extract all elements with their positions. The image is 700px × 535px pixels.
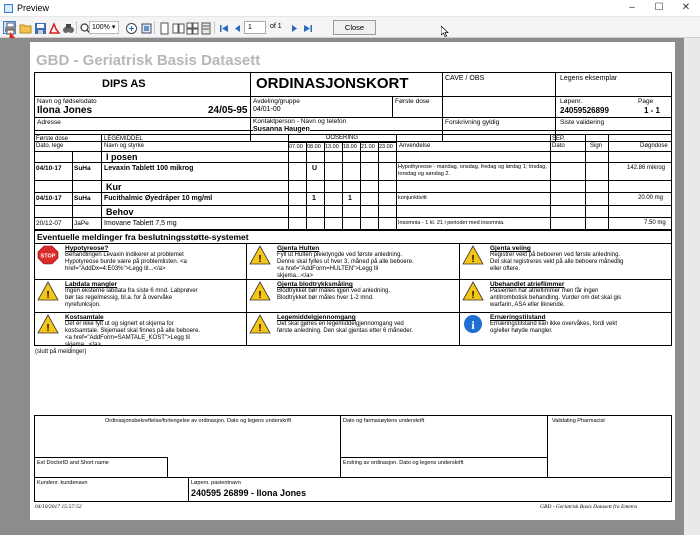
maximize-button[interactable]: ☐	[654, 2, 664, 13]
alert-line: Blodtrykket bør måles hver 1-2 mnd.	[277, 295, 374, 301]
alert-line: bør tas regelmessig, bl.a. for å overvåke	[65, 295, 173, 301]
svg-text:!: !	[258, 290, 262, 301]
minimize-button[interactable]: –	[629, 2, 635, 13]
alert-title: Ernæringstilstand	[490, 314, 546, 321]
col-anvendelse: Anvendelse	[399, 143, 431, 149]
footer-product: GBD - Geriatrisk Basis Datasett fra Emetra	[540, 504, 638, 510]
col-sep-dato: Dato	[552, 143, 565, 149]
row2-dose-1800: 1	[348, 195, 352, 202]
avdeling-label: Avdeling/gruppe	[253, 98, 300, 105]
svg-text:!: !	[258, 323, 262, 334]
alert-title: Ubehandlet atrieflimmer	[490, 281, 565, 288]
preview-viewport[interactable]	[0, 38, 700, 535]
row3-dognd: 7.50 mg	[644, 220, 666, 226]
alert-title: Kostsamtale	[65, 314, 104, 321]
signature-grid	[34, 415, 672, 502]
alert-line: <a href="AddForm=SAMTALE_KOST">Legg til	[65, 335, 190, 341]
toolbar-separator	[76, 21, 77, 34]
alert-line: Registrer vekt på beboeren ved første anledning.	[490, 252, 621, 258]
alert-title: Gjenta Hulten	[277, 245, 320, 252]
window-title: Preview	[17, 3, 50, 13]
warning-icon	[249, 314, 271, 334]
col-forste-dose: Første dose	[36, 136, 69, 142]
svg-text:!: !	[46, 290, 50, 301]
alert-title: Gjenta blodtrykksmåling	[277, 281, 353, 288]
lopenr-label: Løpenr.	[560, 98, 583, 105]
warning-icon	[462, 245, 484, 265]
patient-name: Ilona Jones	[37, 105, 93, 116]
alert-line: Denne skal fylles ut hver 3. måned på alle beboere.	[277, 259, 414, 265]
col-sep: SEP.	[552, 136, 565, 142]
warning-icon	[37, 281, 59, 301]
legens-eksemplar-label: Legens eksemplar	[560, 75, 618, 82]
sig-ext-label: Ext DoctorID and Short name	[37, 460, 109, 466]
page-count: of 1	[270, 23, 282, 30]
svg-text:!: !	[471, 254, 475, 265]
alert-line: nyrefunksjon.	[65, 302, 101, 308]
document-title: ORDINASJONSKORT	[256, 75, 409, 92]
svg-text:STOP: STOP	[40, 253, 56, 260]
footer-timestamp: 04/10/2017 15:57:52	[35, 504, 82, 510]
alert-line: skjema...</a>	[277, 273, 314, 279]
fit-page-icon[interactable]	[139, 21, 152, 34]
org-name: DIPS AS	[102, 78, 146, 90]
adresse-label: Adresse	[37, 119, 61, 126]
warning-icon	[37, 314, 59, 334]
row1-dognd: 142.86 mikrog	[627, 165, 666, 171]
siste-validering-label: Siste validering	[560, 119, 605, 126]
row2-lege: SuHa	[74, 195, 91, 202]
row3-anvendelse: Insomnia - 1 kl. 21 i perioder med insomnia.	[398, 220, 505, 226]
row3-med: Imovane Tablett 7,5 mg	[104, 220, 177, 227]
mouse-cursor-icon	[441, 26, 449, 37]
vertical-scrollbar[interactable]	[684, 38, 700, 535]
col-sign: Sign	[590, 143, 603, 149]
time-0700: 07.00	[289, 144, 303, 150]
page-label: Page	[638, 98, 654, 105]
warning-icon	[249, 281, 271, 301]
row3-date: 20/12-07	[36, 220, 62, 227]
svg-text:i: i	[471, 318, 475, 332]
alert-line: Behandlingen Levaxin indikerer at problemet	[65, 252, 184, 258]
patient-dob: 24/05-95	[208, 105, 248, 116]
alert-title: Gjenta veiing	[490, 245, 531, 252]
end-of-messages: (slutt på meldinger)	[35, 349, 87, 355]
zoom-dropdown[interactable]	[89, 21, 119, 34]
alert-line: eller oftere.	[490, 266, 521, 272]
avdeling-value: 04/01-00	[253, 106, 281, 113]
alert-line: Hypotyreose burde være på problemlisten. <a	[65, 259, 187, 265]
row1-date: 04/10-17	[36, 165, 62, 172]
lopenr-pasient-label: Løpenr. pasientnavn	[191, 480, 241, 486]
row2-date: 04/10-17	[36, 195, 62, 202]
alert-line: Det skal gjøres en legemiddelgjennomgang ved	[277, 321, 404, 327]
navn-label: Navn og fødselsdato	[37, 98, 97, 105]
previous-page-icon[interactable]	[230, 21, 243, 34]
single-page-icon[interactable]	[157, 21, 170, 34]
alert-title: Legemiddelgjennomgang	[277, 314, 356, 321]
cave-obs-label: CAVE / OBS	[445, 75, 485, 82]
toolbar-separator	[214, 21, 215, 34]
alerts-title: Eventuelle meldinger fra beslutningsstøtte-systemet	[37, 232, 249, 242]
alert-line: antitrombotisk behandling. Vurder om det skal gis	[490, 295, 622, 301]
page-value: 1 - 1	[644, 106, 661, 115]
alert-line: <a href="AddForm=HULTEN">Legg til	[277, 266, 379, 272]
alert-line: Det er ikke fylt ut og signert et skjema for	[65, 321, 174, 327]
zoom-in-icon[interactable]	[124, 21, 137, 34]
alert-line: warfarin, ASA eller liknende.	[490, 302, 565, 308]
pdf-export-icon[interactable]	[47, 21, 60, 34]
page-number-input[interactable]: 1	[244, 21, 266, 34]
close-window-button[interactable]: ✕	[681, 2, 691, 13]
row1-lege: SuHa	[74, 165, 91, 172]
time-2100: 21.00	[361, 144, 375, 150]
zoom-value: 100%	[92, 24, 110, 31]
app-icon	[4, 4, 13, 13]
time-2300: 23.00	[379, 144, 393, 150]
lopenr-value: 24059526899	[560, 106, 609, 115]
alert-line: href="AddDx=4:E03%">Legg til...</a>	[65, 266, 166, 272]
time-1800: 18.00	[343, 144, 357, 150]
next-page-icon[interactable]	[287, 21, 300, 34]
alert-line: Fyll ut Hulten pleietyngde ved første anledning.	[277, 252, 403, 258]
alert-line: Pasienten har atrieflimmer men får ingen	[490, 288, 599, 294]
alert-title: Hypotyreose?	[65, 245, 109, 252]
svg-text:!: !	[46, 323, 50, 334]
sig-validating-label: Validating Pharmacist	[552, 418, 605, 424]
time-1300: 13.00	[325, 144, 339, 150]
alert-title: Labdata mangler	[65, 281, 118, 288]
four-pages-icon[interactable]	[185, 21, 198, 34]
toolbar-separator	[154, 21, 155, 34]
group-behov: Behov	[106, 207, 134, 217]
svg-text:!: !	[471, 290, 475, 301]
forste-dose-label: Første dose	[395, 98, 430, 105]
row2-med: Fucithalmic Øyedråper 10 mg/ml	[104, 195, 213, 202]
last-page-icon[interactable]	[300, 21, 313, 34]
svg-text:!: !	[258, 254, 262, 265]
row2-dose-0800: 1	[312, 195, 316, 202]
two-pages-icon[interactable]	[171, 21, 184, 34]
alert-line: Blodtrykket bør måles igjen ved anledning.	[277, 288, 391, 294]
kontakt-label: Kontaktperson - Navn og telefon	[253, 118, 347, 125]
alert-line: første anledning. Den skal gjentas etter 6 måneder.	[277, 328, 414, 334]
first-page-icon[interactable]	[217, 21, 230, 34]
col-dato-lege: Dato, lege	[36, 143, 64, 149]
kontakt-value: Susanna Haugen	[253, 126, 310, 133]
kunde-label: Kundenr. kundenavn	[37, 480, 88, 486]
row3-lege: JaPe	[74, 220, 89, 227]
row2-dognd: 20.00 mg	[638, 195, 664, 201]
stop-icon	[37, 245, 59, 265]
sig-farmasoyt-label: Dato og farmasøytens underskrift	[343, 418, 425, 424]
alert-line: skjema...</a>	[65, 342, 102, 348]
forskrivning-label: Forskrivning gyldig	[445, 119, 500, 126]
row1-dose: U	[312, 165, 318, 172]
col-navn-styrke: Navn og styrke	[104, 143, 145, 149]
preview-toolbar	[0, 17, 700, 38]
chevron-down-icon: ▾	[111, 24, 116, 31]
alert-line: Ernæringstilstand kan ikke overvåkes, fordi vekt	[490, 321, 618, 327]
close-button[interactable]: Close	[333, 20, 376, 35]
alert-line: Ingen eksterne labdata fra siste 6 mnd. Labprøver	[65, 288, 198, 294]
row1-med: Levaxin Tablett 100 mikrog	[104, 165, 194, 172]
row2-anvendelse: konjunktivitt	[398, 195, 427, 201]
report-title: GBD - Geriatrisk Basis Datasett	[36, 52, 261, 69]
warning-icon	[462, 281, 484, 301]
lopenr-pasient-value: 240595 26899 - Ilona Jones	[191, 488, 307, 498]
sig-ordinasjon-label: Ordinasjonsbekreftelse/forlengelse av ordinasjon. Dato og legens underskrift	[105, 418, 292, 424]
col-legemiddel: LEGEMIDDEL	[104, 136, 143, 142]
col-dosering: DOSERING	[326, 135, 359, 141]
info-icon	[462, 314, 484, 334]
alert-line: kostsamtale. Skjemaet skal finnes på alle beboere.	[65, 328, 201, 334]
row1-anvendelse: Hypothyreose - mandag, onsdag, fredag og lørdag 1; tirsdag, torsdag og søndag 2.	[398, 164, 547, 177]
alert-line: og/eller høyde mangler.	[490, 328, 553, 334]
page-setup-icon[interactable]	[199, 21, 212, 34]
group-kur: Kur	[106, 182, 122, 192]
col-dognd: Døgndose	[640, 143, 668, 149]
warning-icon	[249, 245, 271, 265]
find-icon[interactable]	[61, 21, 74, 34]
report-page	[30, 42, 675, 520]
alert-line: Det skal registreres vekt på alle beboere månedlig	[490, 259, 624, 265]
window-titlebar	[0, 0, 700, 17]
group-iposen: I posen	[106, 152, 138, 162]
time-0800: 08.00	[307, 144, 321, 150]
sig-endring-label: Endring av ordinasjon. Dato og legens underskrift	[343, 460, 464, 466]
